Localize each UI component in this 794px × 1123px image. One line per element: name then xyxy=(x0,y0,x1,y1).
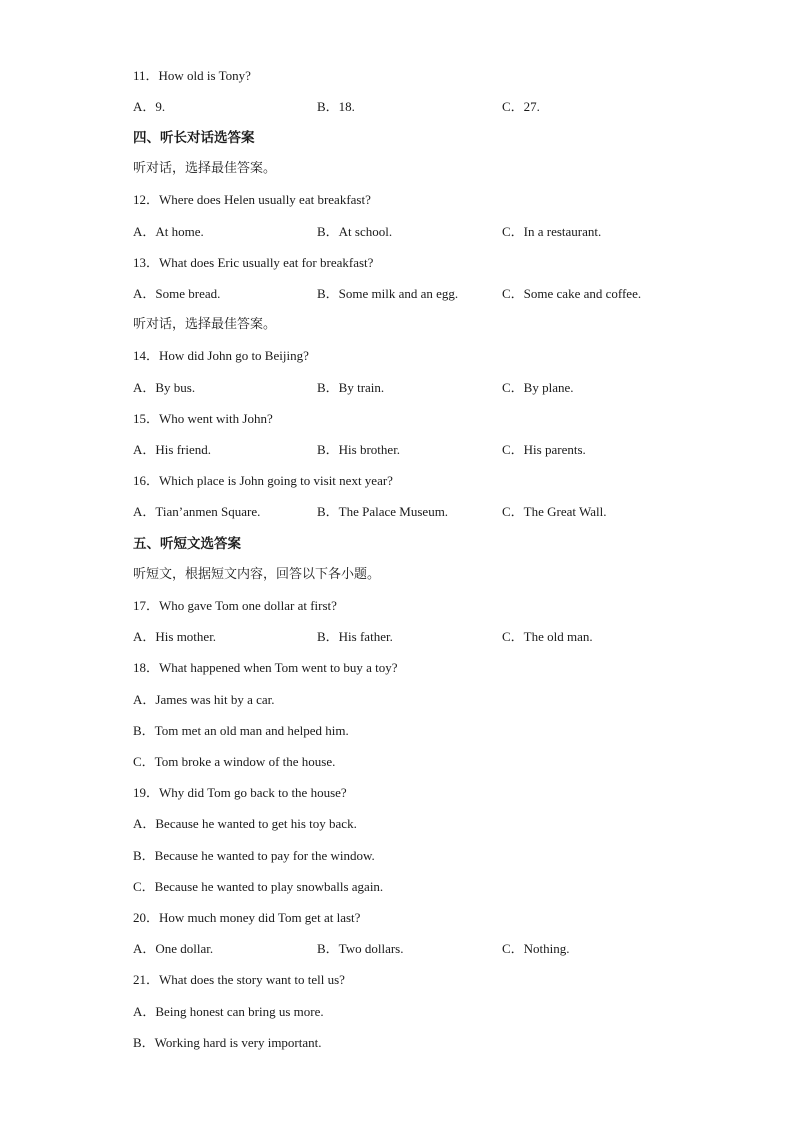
option-19-a: A．Because he wanted to get his toy back. xyxy=(133,816,357,831)
option-14-c: C．By plane. xyxy=(502,380,574,395)
option-20-c: C．Nothing. xyxy=(502,941,570,956)
option-17-b: B．His father. xyxy=(317,629,393,644)
option-18-b: B．Tom met an old man and helped him. xyxy=(133,723,349,738)
option-13-c: C．Some cake and coffee. xyxy=(502,286,642,301)
option-12-a: A．At home. xyxy=(133,224,204,239)
instruction-4b: 听对话，选择最佳答案。 xyxy=(133,317,277,332)
option-11-c: C．27. xyxy=(502,99,540,114)
option-17-a: A．His mother. xyxy=(133,629,217,644)
option-16-c: C．The Great Wall. xyxy=(502,504,607,519)
question-20: 20．How much money did Tom get at last? xyxy=(133,910,361,925)
option-20-a: A．One dollar. xyxy=(133,941,214,956)
option-21-b: B．Working hard is very important. xyxy=(133,1035,322,1050)
question-13: 13．What does Eric usually eat for breakfast? xyxy=(133,255,374,270)
question-16: 16．Which place is John going to visit next year? xyxy=(133,473,393,488)
option-15-c: C．His parents. xyxy=(502,442,586,457)
question-21: 21．What does the story want to tell us? xyxy=(133,972,345,987)
question-15: 15．Who went with John? xyxy=(133,411,273,426)
option-13-a: A．Some bread. xyxy=(133,286,221,301)
question-17: 17．Who gave Tom one dollar at first? xyxy=(133,598,337,613)
option-19-c: C．Because he wanted to play snowballs again. xyxy=(133,879,384,894)
option-11-a: A．9. xyxy=(133,99,166,114)
question-19: 19．Why did Tom go back to the house? xyxy=(133,785,347,800)
question-14: 14．How did John go to Beijing? xyxy=(133,348,309,363)
instruction-5: 听短文，根据短文内容，回答以下各小题。 xyxy=(133,567,381,582)
option-21-a: A．Being honest can bring us more. xyxy=(133,1004,324,1019)
instruction-4a: 听对话，选择最佳答案。 xyxy=(133,161,277,176)
option-15-b: B．His brother. xyxy=(317,442,401,457)
question-18: 18．What happened when Tom went to buy a toy? xyxy=(133,660,398,675)
option-18-c: C．Tom broke a window of the house. xyxy=(133,754,336,769)
question-11: 11．How old is Tony? xyxy=(133,68,251,83)
option-15-a: A．His friend. xyxy=(133,442,211,457)
option-17-c: C．The old man. xyxy=(502,629,593,644)
option-14-b: B．By train. xyxy=(317,380,385,395)
section-heading-4: 四、听长对话选答案 xyxy=(133,130,255,146)
option-11-b: B．18. xyxy=(317,99,355,114)
option-13-b: B．Some milk and an egg. xyxy=(317,286,459,301)
section-heading-5: 五、听短文选答案 xyxy=(133,536,241,552)
option-16-a: A．Tian’anmen Square. xyxy=(133,504,261,519)
option-12-c: C．In a restaurant. xyxy=(502,224,602,239)
option-19-b: B．Because he wanted to pay for the window. xyxy=(133,848,375,863)
option-16-b: B．The Palace Museum. xyxy=(317,504,449,519)
option-12-b: B．At school. xyxy=(317,224,393,239)
option-14-a: A．By bus. xyxy=(133,380,196,395)
option-20-b: B．Two dollars. xyxy=(317,941,404,956)
option-18-a: A．James was hit by a car. xyxy=(133,692,275,707)
question-12: 12．Where does Helen usually eat breakfast? xyxy=(133,192,371,207)
